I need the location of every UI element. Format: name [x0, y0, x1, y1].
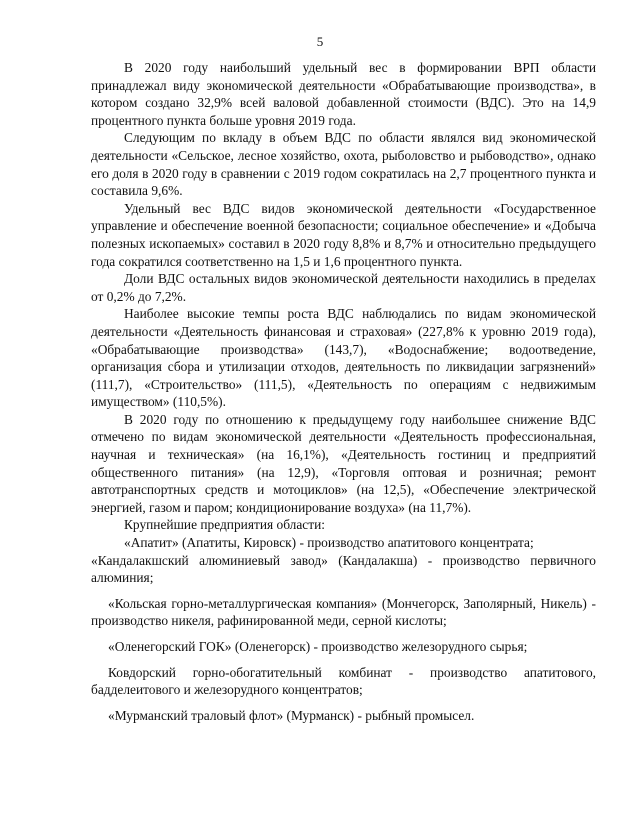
- paragraph: В 2020 году наибольший удельный вес в формировании ВРП области принадлежал виду экономической деятельности «Обрабатывающие производства», в котором создано 32,9% всей валовой добавленной стоимости (ВДС). Это на 14,9 процентного пункта больше уровня 2019 года.: [91, 60, 596, 128]
- list-item: «Кольская горно-металлургическая компания» (Мончегорск, Заполярный, Никель) - производство никеля, рафинированной меди, серной кислоты;: [91, 595, 596, 629]
- enterprises-list: [91, 516, 596, 724]
- list-item: Ковдорский горно-обогатительный комбинат - производство апатитового, бадделеитового и железорудного концентратов;: [91, 664, 596, 698]
- paragraph: Доли ВДС остальных видов экономической деятельности находились в пределах от 0,2% до 7,2%.: [91, 271, 596, 304]
- paragraph: В 2020 году по отношению к предыдущему году наибольшее снижение ВДС отмечено по видам экономической деятельности «Деятельность профессиональная, научная и техническая» (на 16,1%), «Деятельность гостиниц и предприятий общественного питания» (на 12,9), «Торговля оптовая и розничная; ремонт автотранспортных средств и мотоциклов» (на 12,5), «Обеспечение электрической энергией, газом и паром; кондиционирование воздуха» (на 11,7%).: [91, 411, 596, 515]
- list-item: «Оленегорский ГОК» (Оленегорск) - производство железорудного сырья;: [108, 639, 528, 654]
- page-number: 5: [316, 34, 324, 49]
- list-item: «Апатит» (Апатиты, Кировск) - производство апатитового концентрата;: [124, 535, 534, 551]
- document-body: [91, 59, 596, 724]
- paragraph: Наиболее высокие темпы роста ВДС наблюдались по видам экономической деятельности «Деятельность финансовая и страховая» (227,8% к уровню 2019 года), «Обрабатывающие производства» (143,7), «Водоснабжение; водоотведение, организация сбора и утилизации отходов, деятельность по ликвидации загрязнений» (111,7), «Строительство» (111,5), «Деятельность по операциям с недвижимым имуществом» (110,5%).: [91, 306, 596, 410]
- paragraph: Следующим по вкладу в объем ВДС по области являлся вид экономической деятельности «Сельское, лесное хозяйство, охота, рыболовство и рыбоводство», однако его доля в 2020 году в сравнении с 2019 годом сократилась на 2,7 процентного пункта и составила 9,6%.: [91, 130, 596, 199]
- paragraph: Удельный вес ВДС видов экономической деятельности «Государственное управление и обеспечение военной безопасности; социальное обеспечение» и «Добыча полезных ископаемых» составил в 2020 году 8,8% и 8,7% и относительно предыдущего года сократился соответственно на 1,5 и 1,6 процентного пункта.: [91, 200, 596, 269]
- enterprises-heading: Крупнейшие предприятия области:: [124, 517, 325, 533]
- list-item: «Кандалакшский алюминиевый завод» (Кандалакша) - производство первичного алюминия;: [91, 552, 596, 586]
- list-item: «Мурманский траловый флот» (Мурманск) - рыбный промысел.: [108, 707, 475, 723]
